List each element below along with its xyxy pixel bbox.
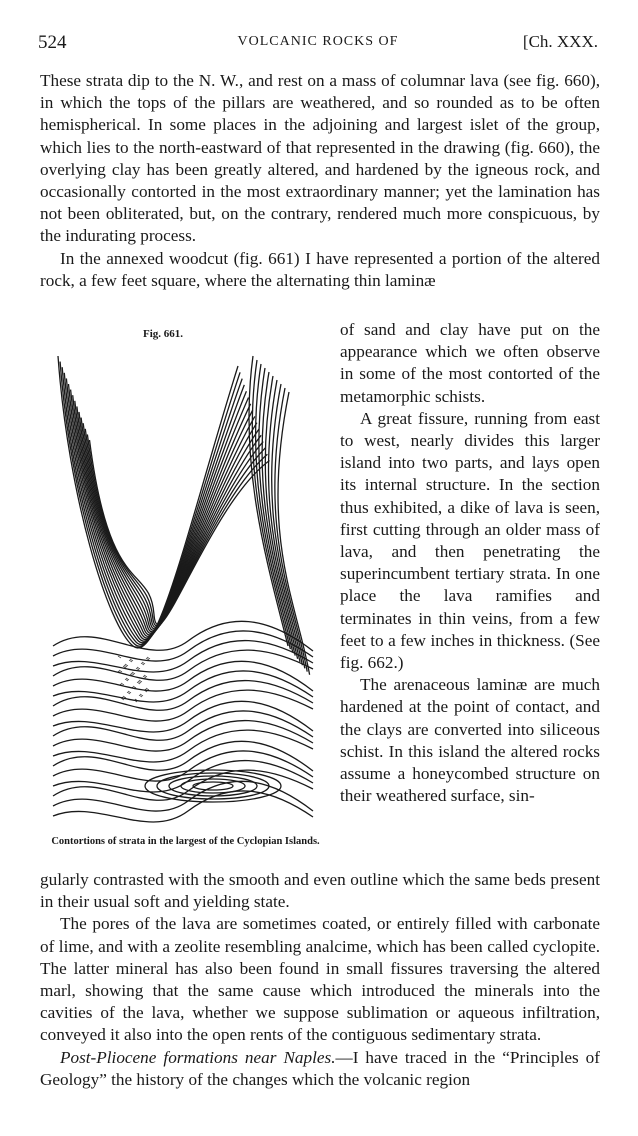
running-title: VOLCANIC ROCKS OF xyxy=(237,34,399,49)
right-column-text xyxy=(340,319,600,807)
paragraph-5: The pores of the lava are sometimes coated, or entirely filled with carbonate of lime, and with a zeolite resembling analcime, which has been called cyclopite. The latter mineral has also been found in small fissures traversing the altered marl, showing that the same cause which introduced the minerals into the cavities of the lava, whether we suppose sublimation or aqueous infiltration, conveyed it also into the open rents of the contiguous sedimentary strata. xyxy=(40,914,600,1045)
figure-661 xyxy=(38,328,328,868)
bottom-text-block xyxy=(40,869,600,1091)
stratum-line xyxy=(53,721,313,752)
section-heading: Post-Pliocene formations near Naples. xyxy=(60,1047,336,1067)
contorted-strata-illustration xyxy=(38,346,328,831)
paragraph-6 xyxy=(40,1047,600,1091)
figure-caption: Contortions of strata in the largest of the Cyclopian Islands. xyxy=(51,836,320,847)
paragraph-4-end: gularly contrasted with the smooth and even outline which the same beds present in their usual soft and yielding state. xyxy=(40,870,600,912)
stipple-mark xyxy=(118,656,121,658)
paragraph-1: These strata dip to the N. W., and rest on a mass of columnar lava (see fig. 660), in which the tops of the pillars are weathered, and so rounded as to be often hemispherical. In some places in the adjoining and largest islet of the group, which lies to the north-eastward of that represented in the drawing (fig. 660), the overlying clay has been greatly altered, and hardened by the igneous rock, and occasionally contorted in the most extraordinary manner; yet the lamination has not been obliterated, but, on the contrary, rendered much more conspicuous, by the indurating process. xyxy=(40,71,600,246)
page-header xyxy=(38,32,598,56)
paragraph-6-text: —I have traced in the “Principles of Geology” the history of the changes which the volcanic region xyxy=(40,1047,600,1089)
paragraph-2-start: In the annexed woodcut (fig. 661) I have represented a portion of the altered rock, a few feet square, where the alternating thin laminæ xyxy=(40,248,600,290)
page-number: 524 xyxy=(38,32,67,53)
figure-label: Fig. 661. xyxy=(143,328,184,340)
paragraph-2-end: of sand and clay have put on the appearance which we often observe in some of the most contorted of the metamorphic schists. xyxy=(340,320,600,406)
chapter-label: [Ch. XXX. xyxy=(522,32,598,51)
fold-ellipse xyxy=(181,779,245,793)
paragraph-4-start: The arenaceous laminæ are much hardened at the point of contact, and the clays are converted into siliceous schist. In this island the altered rocks assume a honeycombed structure on their weathered surface, sin- xyxy=(340,675,600,806)
paragraph-3: A great fissure, running from east to west, nearly divides this larger island into two parts, and lays open its internal structure. In the section thus exhibited, a dike of lava is seen, first cutting through an older mass of lava, and then penetrating the superincumbent tertiary strata. In one place the lava ramifies and terminates in thin veins, from a few feet to a few inches in thickness. (See fig. 662.) xyxy=(340,408,600,673)
top-text-block xyxy=(40,70,600,292)
stratum-line xyxy=(53,631,313,661)
fold-ellipse xyxy=(193,782,233,790)
stratum-line xyxy=(53,791,313,822)
stratum-line xyxy=(53,751,313,781)
